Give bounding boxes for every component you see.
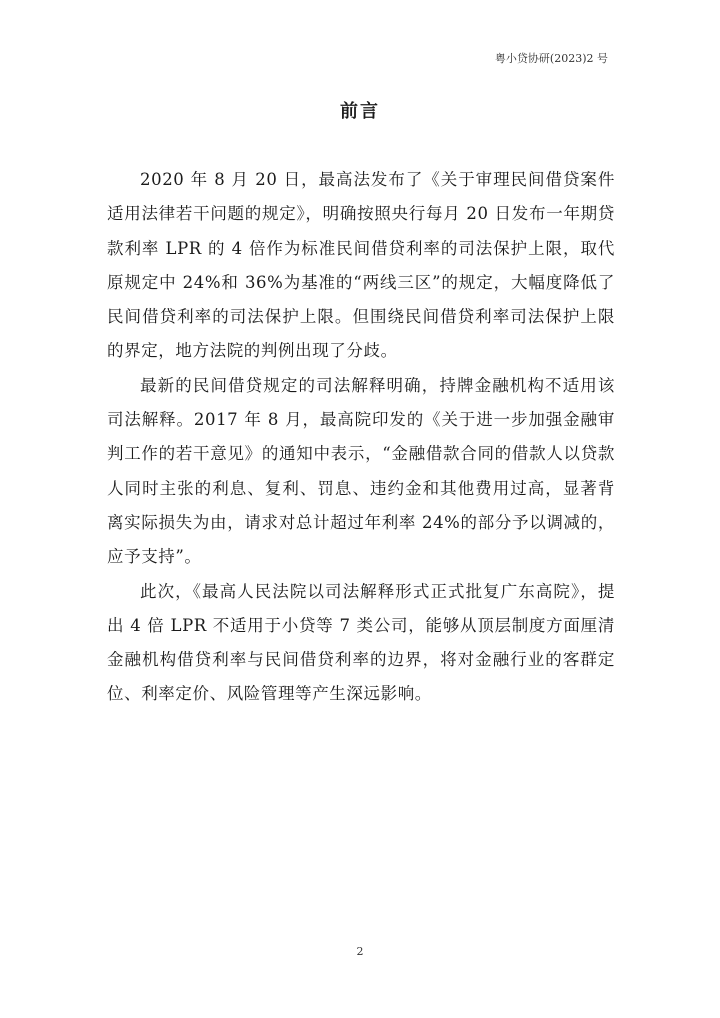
paragraph-3: 此次，《最高人民法院以司法解释形式正式批复广东高院》，提出 4 倍 LPR 不适用于小贷等 7 类公司，能够从顶层制度方面厘清金融机构借贷利率与民间借贷利率的边界，将对金融行业的客群定位、利率定价、风险管理等产生深远影响。: [107, 581, 615, 704]
paragraph-2: 最新的民间借贷规定的司法解释明确，持牌金融机构不适用该司法解释。2017 年 8 月，最高院印发的《关于进一步加强金融审判工作的若干意见》的通知中表示，“金融借款合同的借款人以贷款人同时主张的利息、复利、罚息、违约金和其他费用过高，显著背离实际损失为由，请求对总计超过年利率 24%的部分予以调减的，应予支持”。: [107, 375, 615, 567]
paragraph-1: 2020 年 8 月 20 日，最高法发布了《关于审理民间借贷案件适用法律若干问题的规定》，明确按照央行每月 20 日发布一年期贷款利率 LPR 的 4 倍作为标准民间借贷利率的司法保护上限，取代原规定中 24%和 36%为基准的“两线三区”的规定，大幅度降低了民间借贷利率的司法保护上限。但围绕民间借贷利率司法保护上限的界定，地方法院的判例出现了分歧。: [107, 170, 615, 361]
page-number: 2: [356, 945, 364, 958]
body-text: [107, 163, 615, 712]
document-number: 粤小贷协研(2023)2 号: [494, 52, 608, 65]
page-title: 前言: [340, 101, 380, 122]
